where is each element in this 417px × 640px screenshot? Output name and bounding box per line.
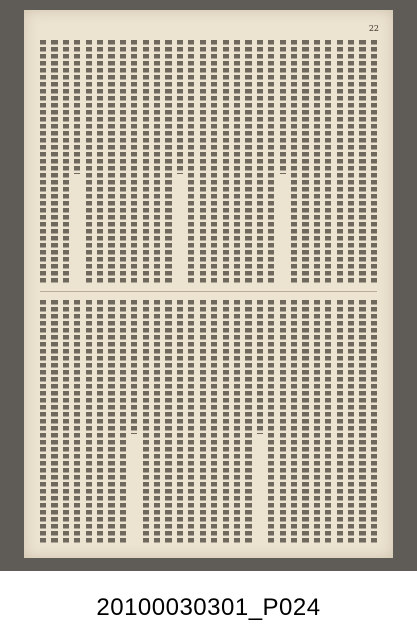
- text-column: [51, 40, 57, 284]
- text-column: [359, 300, 365, 544]
- text-block-bottom: [40, 300, 377, 544]
- text-column: [165, 300, 171, 544]
- text-column: [86, 300, 92, 544]
- text-column: [314, 300, 320, 544]
- text-column: [337, 300, 343, 544]
- text-column: [165, 40, 171, 284]
- text-block-top: [40, 40, 377, 284]
- text-column: [120, 40, 126, 284]
- text-column: [268, 40, 274, 284]
- text-column: [280, 300, 286, 544]
- text-column: [211, 40, 217, 284]
- text-column: [268, 300, 274, 544]
- text-column: [348, 300, 354, 544]
- text-column: [280, 40, 286, 174]
- text-column: [131, 40, 137, 284]
- text-column: [108, 300, 114, 544]
- text-column: [143, 40, 149, 284]
- text-column: [234, 40, 240, 284]
- text-column: [40, 40, 46, 284]
- text-column: [302, 40, 308, 284]
- text-column: [63, 40, 69, 284]
- document-id-caption: 20100030301_P024: [96, 594, 321, 621]
- page-number: 22: [368, 24, 379, 33]
- text-column: [257, 40, 263, 284]
- text-column: [120, 300, 126, 544]
- text-column: [371, 40, 377, 284]
- text-column: [200, 40, 206, 284]
- text-column: [154, 40, 160, 284]
- text-column: [51, 300, 57, 544]
- text-column: [108, 40, 114, 284]
- text-column: [245, 300, 251, 544]
- text-column: [257, 300, 263, 434]
- text-column: [200, 300, 206, 544]
- text-column: [74, 40, 80, 174]
- text-column: [188, 40, 194, 284]
- text-column: [143, 300, 149, 544]
- text-column: [40, 300, 46, 544]
- text-column: [223, 40, 229, 284]
- text-column: [348, 40, 354, 284]
- text-column: [63, 300, 69, 544]
- section-divider: [40, 291, 377, 292]
- text-column: [177, 300, 183, 544]
- text-column: [177, 40, 183, 174]
- text-column: [234, 300, 240, 544]
- text-column: [245, 40, 251, 284]
- text-column: [188, 300, 194, 544]
- text-column: [291, 300, 297, 544]
- text-column: [131, 300, 137, 434]
- text-column: [325, 300, 331, 544]
- text-column: [154, 300, 160, 544]
- text-column: [86, 40, 92, 284]
- text-column: [97, 40, 103, 284]
- text-column: [359, 40, 365, 284]
- text-column: [371, 300, 377, 544]
- text-column: [97, 300, 103, 544]
- text-column: [291, 40, 297, 284]
- text-column: [211, 300, 217, 544]
- text-column: [74, 300, 80, 544]
- text-column: [302, 300, 308, 544]
- text-column: [325, 40, 331, 284]
- document-page: [24, 10, 393, 558]
- text-column: [223, 300, 229, 544]
- text-column: [337, 40, 343, 284]
- text-column: [314, 40, 320, 284]
